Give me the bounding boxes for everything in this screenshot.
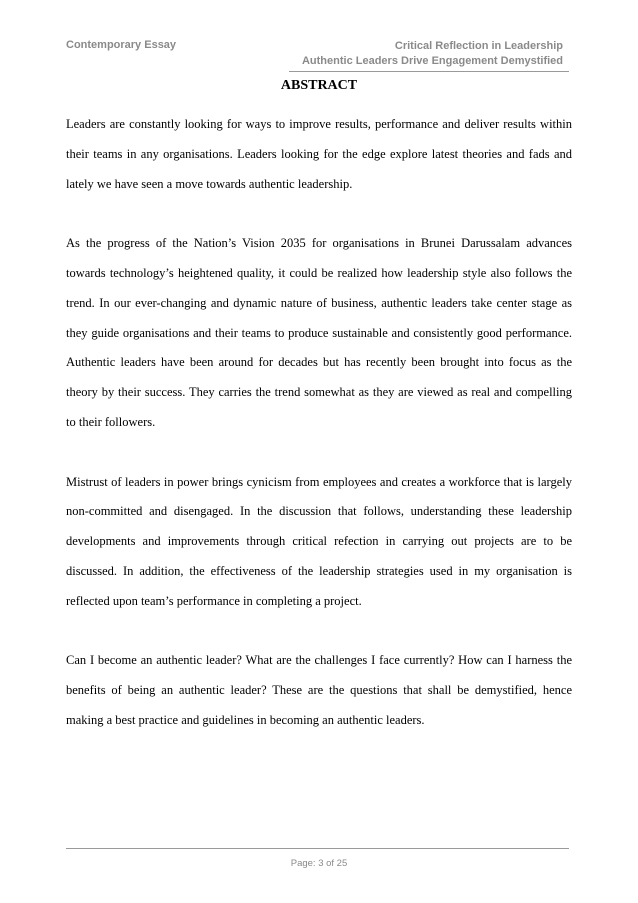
header-document-title	[302, 39, 563, 69]
abstract-heading: ABSTRACT	[280, 78, 358, 93]
header-rule	[289, 71, 569, 72]
page-number: Page: 3 of 25	[290, 858, 348, 869]
abstract-paragraph-3: Mistrust of leaders in power brings cynicism from employees and creates a workforce that is largely non-committed and disengaged. In the discussion that follows, understanding these leadership developments and improvements through critical refection in carrying out projects are to be discussed. In addition, the effectiveness of the leadership strategies used in my organisation is reflected upon team’s performance in completing a project.	[66, 474, 572, 608]
footer-rule	[66, 848, 569, 849]
header-essay-title: Contemporary Essay	[66, 39, 177, 51]
abstract-paragraph-4: Can I become an authentic leader? What are the challenges I face currently? How can I harness the benefits of being an authentic leader? These are the questions that shall be demystified, hence making a best practice and guidelines in becoming an authentic leaders.	[66, 653, 572, 727]
abstract-paragraph-2: As the progress of the Nation’s Vision 2035 for organisations in Brunei Darussalam advances towards technology’s heightened quality, it could be realized how leadership style also follows the trend. In our ever-changing and dynamic nature of business, authentic leaders take center stage as they guide organisations and their teams to produce sustainable and consistently good performance. Authentic leaders have been around for decades but has recently been brought into focus as the theory by their success. They carries the trend somewhat as they are viewed as real and compelling to their followers.	[66, 236, 572, 429]
abstract-paragraph-1: Leaders are constantly looking for ways to improve results, performance and deliver results within their teams in any organisations. Leaders looking for the edge explore latest theories and fads and lately we have seen a move towards authentic leadership.	[66, 117, 572, 191]
header-title-line-1: Critical Reflection in Leadership	[394, 40, 563, 52]
abstract-body	[66, 110, 572, 766]
header-title-line-2: Authentic Leaders Drive Engagement Demystified	[301, 55, 563, 67]
